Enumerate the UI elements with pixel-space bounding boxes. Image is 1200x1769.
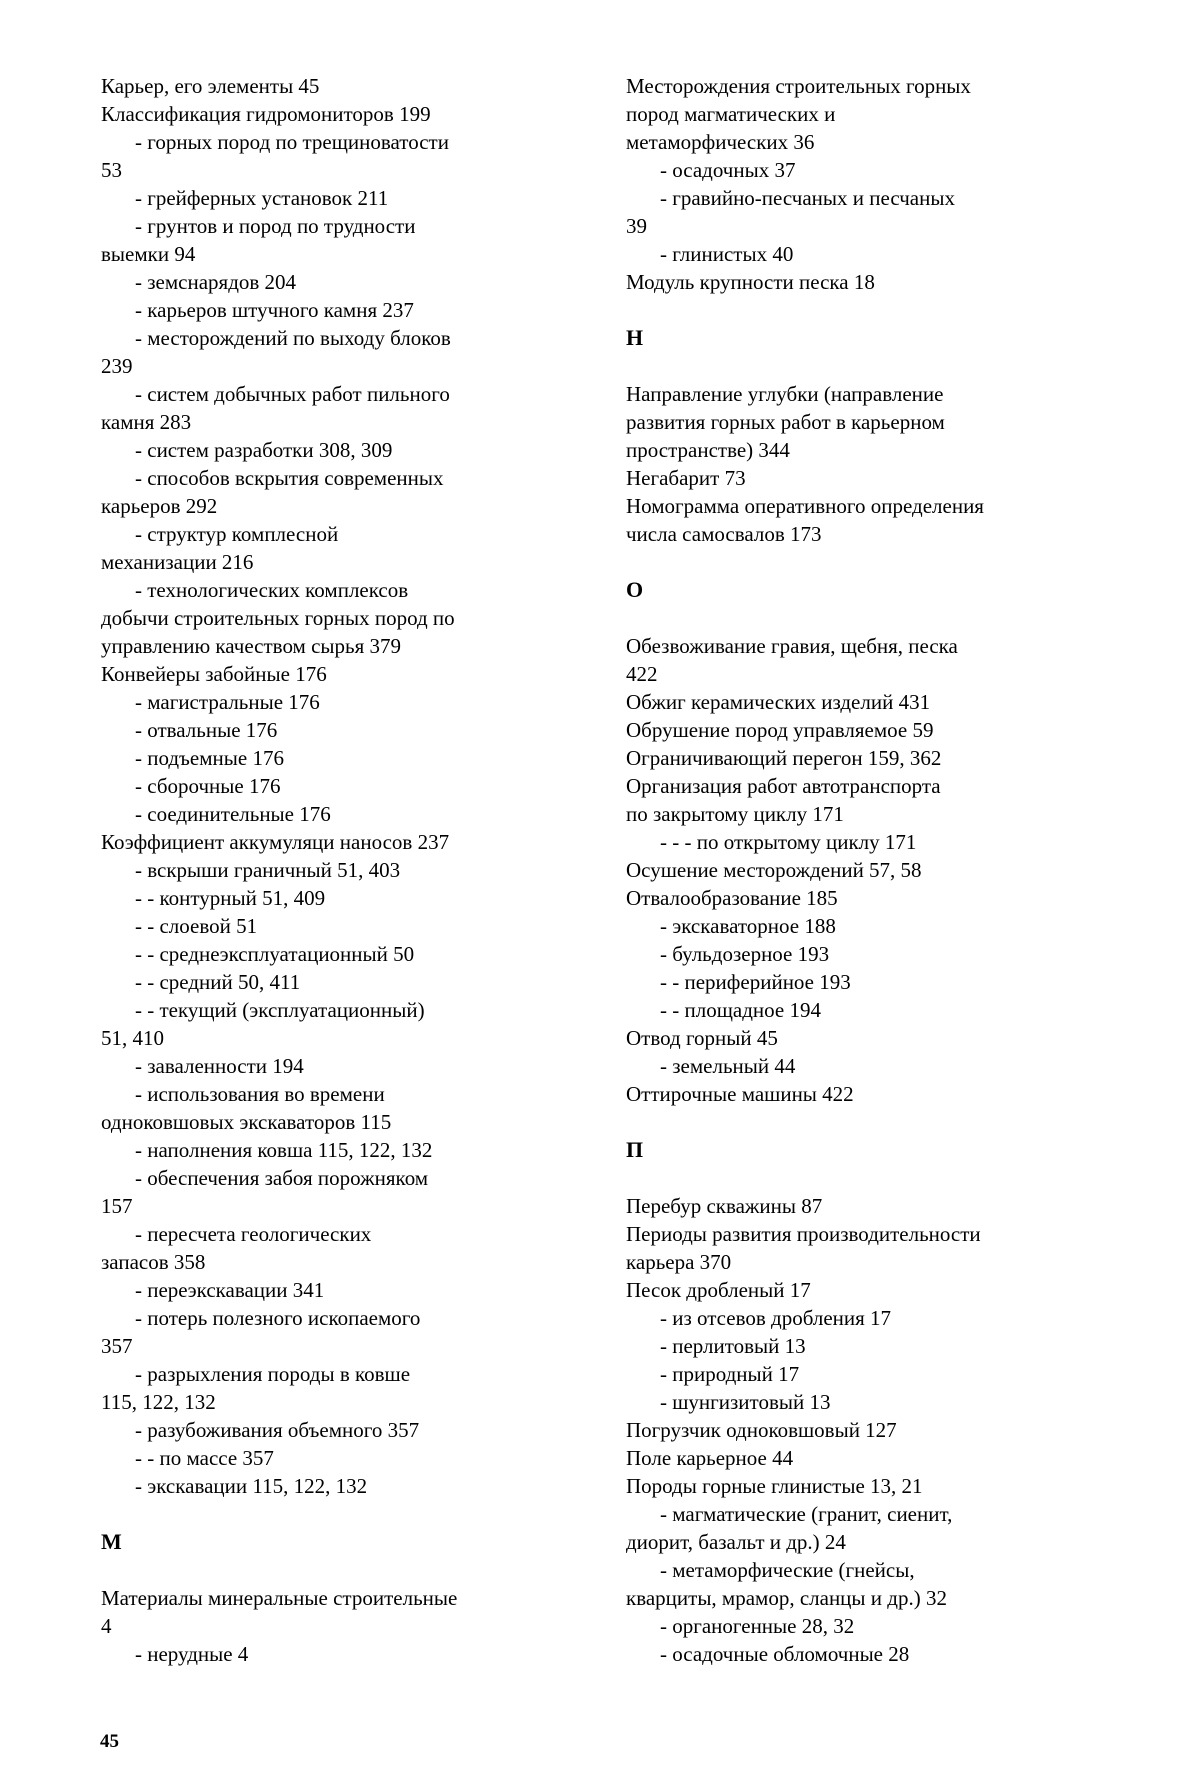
index-entry: Направление углубки (направление [626,382,944,406]
index-entry: Месторождения строительных горных [626,74,971,98]
index-subentry: - потерь полезного ископаемого [135,1306,421,1330]
index-entry: диорит, базальт и др.) 24 [626,1530,846,1554]
index-entry: Номограмма оперативного определения [626,494,984,518]
index-entry: 422 [626,662,658,686]
index-entry: Организация работ автотранспорта [626,774,941,798]
index-entry: 115, 122, 132 [101,1390,216,1414]
index-entry: Оттирочные машины 422 [626,1082,854,1106]
index-subentry: - земснарядов 204 [135,270,297,294]
index-entry: 157 [101,1194,133,1218]
index-entry: Осушение месторождений 57, 58 [626,858,922,882]
index-entry: Отвод горный 45 [626,1026,778,1050]
index-section-letter: Н [626,325,644,350]
index-subentry: - сборочные 176 [135,774,281,798]
index-section-letter: М [101,1529,122,1554]
index-subentry: - - контурный 51, 409 [135,886,326,910]
index-entry: запасов 358 [101,1250,206,1274]
index-entry: управлению качеством сырья 379 [101,634,402,658]
index-entry: Карьер, его элементы 45 [101,74,320,98]
index-entry: развития горных работ в карьерном [626,410,945,434]
index-entry: кварциты, мрамор, сланцы и др.) 32 [626,1586,947,1610]
index-subentry: - - - по открытому циклу 171 [660,830,917,854]
index-entry: карьера 370 [626,1250,732,1274]
index-subentry: - вскрыши граничный 51, 403 [135,858,401,882]
index-entry: Погрузчик одноковшовый 127 [626,1418,897,1442]
index-entry: механизации 216 [101,550,254,574]
index-subentry: - глинистых 40 [660,242,794,266]
index-subentry: - из отсевов дробления 17 [660,1306,892,1330]
index-entry: Перебур скважины 87 [626,1194,823,1218]
index-subentry: - заваленности 194 [135,1054,304,1078]
index-subentry: - грейферных установок 211 [135,186,389,210]
index-entry: по закрытому циклу 171 [626,802,844,826]
index-entry: выемки 94 [101,242,196,266]
index-subentry: - соединительные 176 [135,802,331,826]
index-subentry: - бульдозерное 193 [660,942,830,966]
index-entry: камня 283 [101,410,192,434]
index-subentry: - магистральные 176 [135,690,320,714]
index-entry: пространстве) 344 [626,438,790,462]
index-entry: Породы горные глинистые 13, 21 [626,1474,923,1498]
index-subentry: - органогенные 28, 32 [660,1614,855,1638]
index-entry: Классификация гидромониторов 199 [101,102,431,126]
index-entry: метаморфических 36 [626,130,815,154]
index-subentry: - наполнения ковша 115, 122, 132 [135,1138,433,1162]
index-entry: Негабарит 73 [626,466,746,490]
index-entry: Поле карьерное 44 [626,1446,794,1470]
index-subentry: - магматические (гранит, сиенит, [660,1502,953,1526]
index-subentry: - метаморфические (гнейсы, [660,1558,915,1582]
index-subentry: - технологических комплексов [135,578,409,602]
index-entry: одноковшовых экскаваторов 115 [101,1110,392,1134]
index-entry: 4 [101,1614,112,1638]
index-entry: Обжиг керамических изделий 431 [626,690,931,714]
index-entry: Конвейеры забойные 176 [101,662,327,686]
index-entry: добычи строительных горных пород по [101,606,455,630]
index-subentry: - отвальные 176 [135,718,278,742]
index-spacer [626,548,1110,576]
index-entry: пород магматических и [626,102,836,126]
index-spacer [626,352,1110,380]
index-subentry: - - площадное 194 [660,998,821,1022]
index-entry: 357 [101,1334,133,1358]
index-subentry: - месторождений по выходу блоков [135,326,451,350]
index-subentry: - шунгизитовый 13 [660,1390,831,1414]
page-number: 45 [100,1731,119,1752]
index-subentry: - осадочных 37 [660,158,796,182]
index-subentry: - - средний 50, 411 [135,970,301,994]
index-subentry: - использования во времени [135,1082,385,1106]
index-subentry: - гравийно-песчаных и песчаных [660,186,955,210]
index-subentry: - систем добычных работ пильного [135,382,450,406]
index-entry: Периоды развития производительности [626,1222,981,1246]
index-subentry: - нерудные 4 [135,1642,249,1666]
index-subentry: - - слоевой 51 [135,914,258,938]
index-entry: Модуль крупности песка 18 [626,270,875,294]
index-entry: Обрушение пород управляемое 59 [626,718,934,742]
index-entry: Отвалообразование 185 [626,886,838,910]
index-section-letter: П [626,1137,644,1162]
index-subentry: - разубоживания объемного 357 [135,1418,420,1442]
index-spacer [626,296,1110,324]
index-column-left [101,72,591,1668]
index-subentry: - способов вскрытия современных [135,466,444,490]
index-entry: 53 [101,158,122,182]
index-subentry: - земельный 44 [660,1054,796,1078]
index-subentry: - - периферийное 193 [660,970,851,994]
index-entry: 39 [626,214,647,238]
index-subentry: - карьеров штучного камня 237 [135,298,414,322]
index-subentry: - обеспечения забоя порожняком [135,1166,429,1190]
index-subentry: - разрыхления породы в ковше [135,1362,411,1386]
index-subentry: - перлитовый 13 [660,1334,806,1358]
index-entry: Обезвоживание гравия, щебня, песка [626,634,958,658]
index-subentry: - горных пород по трещиноватости [135,130,449,154]
index-entry: Ограничивающий перегон 159, 362 [626,746,942,770]
index-spacer [626,1108,1110,1136]
index-subentry: - пересчета геологических [135,1222,372,1246]
index-entry: 239 [101,354,133,378]
index-subentry: - - среднеэксплуатационный 50 [135,942,415,966]
index-entry: Песок дробленый 17 [626,1278,811,1302]
index-subentry: - природный 17 [660,1362,800,1386]
index-spacer [101,1500,591,1528]
index-entry: Материалы минеральные строительные [101,1586,458,1610]
index-column-right [626,72,1110,1668]
index-subentry: - структур комплесной [135,522,339,546]
index-subentry: - переэкскавации 341 [135,1278,325,1302]
index-subentry: - осадочные обломочные 28 [660,1642,910,1666]
index-spacer [101,1556,591,1584]
index-spacer [626,1164,1110,1192]
index-subentry: - экскавации 115, 122, 132 [135,1474,368,1498]
index-subentry: - - по массе 357 [135,1446,274,1470]
index-entry: числа самосвалов 173 [626,522,822,546]
index-entry: 51, 410 [101,1026,164,1050]
index-subentry: - грунтов и пород по трудности [135,214,416,238]
index-section-letter: О [626,577,644,602]
index-spacer [626,604,1110,632]
index-entry: Коэффициент аккумуляци наносов 237 [101,830,450,854]
index-subentry: - экскаваторное 188 [660,914,836,938]
index-subentry: - систем разработки 308, 309 [135,438,393,462]
index-subentry: - - текущий (эксплуатационный) [135,998,425,1022]
index-entry: карьеров 292 [101,494,218,518]
index-subentry: - подъемные 176 [135,746,284,770]
